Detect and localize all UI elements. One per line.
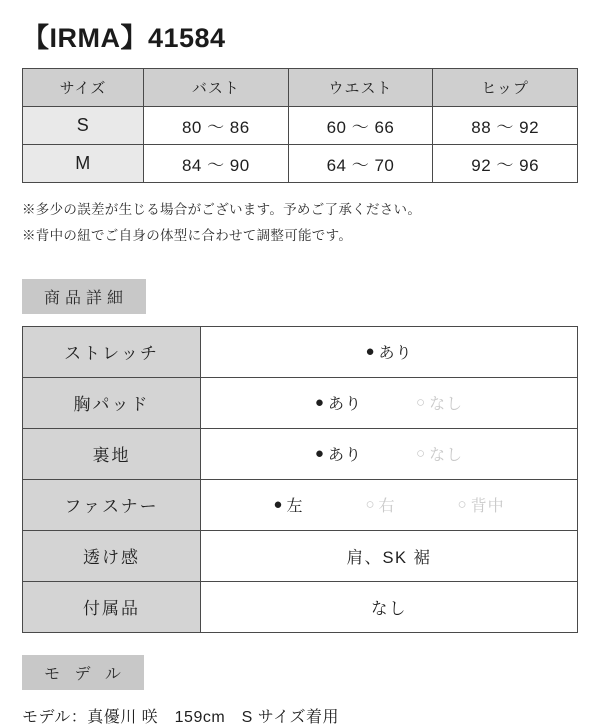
table-row — [23, 326, 578, 377]
detail-value-accessory — [201, 581, 578, 632]
detail-value-stretch — [201, 326, 578, 377]
size-cell-s: S — [23, 107, 144, 145]
option-lining-ari — [315, 442, 362, 465]
filled-circle-icon: ● — [314, 445, 325, 463]
detail-value-sheerness — [201, 530, 578, 581]
option-stretch-ari — [365, 340, 412, 363]
size-table-header-row — [23, 69, 578, 107]
note-2: ※背中の紐でご自身の体型に合わせて調整可能です。 — [22, 228, 353, 244]
detail-key-lining: 裏地 — [23, 428, 201, 479]
model-info-text: モデル：真優川 咲 159cm S サイズ着用 — [22, 708, 340, 726]
detail-value-chest-pad — [201, 377, 578, 428]
option-label: あり — [327, 396, 362, 414]
option-zipper-left — [273, 493, 303, 516]
detail-value-zipper — [201, 479, 578, 530]
option-label: なし — [429, 447, 464, 465]
table-row — [23, 107, 578, 145]
option-label: 背中 — [470, 498, 505, 516]
option-group-zipper — [207, 493, 571, 516]
detail-key-chest-pad: 胸パッド — [23, 377, 201, 428]
empty-circle-icon: ○ — [365, 496, 376, 514]
option-chest-pad-ari — [315, 391, 362, 414]
table-row — [23, 377, 578, 428]
option-lining-nashi — [416, 442, 463, 465]
detail-table-body — [23, 326, 578, 632]
accessory-text: なし — [371, 599, 407, 618]
note-1: ※多少の誤差が生じる場合がございます。予めご了承ください。 — [22, 202, 422, 218]
size-table-body — [23, 107, 578, 183]
page-title: 【IRMA】41584 — [22, 23, 226, 53]
filled-circle-icon: ● — [365, 343, 376, 361]
hip-cell-m: 92 〜 96 — [433, 145, 578, 183]
empty-circle-icon: ○ — [416, 445, 427, 463]
option-label: あり — [327, 447, 362, 465]
size-cell-m: M — [23, 145, 144, 183]
size-table-header-size: サイズ — [23, 69, 144, 107]
detail-key-zipper: ファスナー — [23, 479, 201, 530]
option-group-stretch — [207, 340, 571, 363]
table-row — [23, 581, 578, 632]
sheerness-text: 肩、SK 裾 — [346, 548, 432, 567]
table-row — [23, 530, 578, 581]
table-row — [23, 145, 578, 183]
notes-block — [22, 197, 578, 248]
filled-circle-icon: ● — [314, 394, 325, 412]
bust-cell-m: 84 〜 90 — [144, 145, 289, 183]
detail-key-accessory: 付属品 — [23, 581, 201, 632]
size-table-header-waist: ウエスト — [288, 69, 433, 107]
hip-cell-s: 88 〜 92 — [433, 107, 578, 145]
option-zipper-back — [458, 493, 505, 516]
size-table-head — [23, 69, 578, 107]
detail-value-lining — [201, 428, 578, 479]
detail-key-sheerness: 透け感 — [23, 530, 201, 581]
section-heading-model: モ デ ル — [22, 655, 144, 690]
detail-table — [22, 326, 578, 633]
option-zipper-right — [365, 493, 395, 516]
size-table — [22, 68, 578, 183]
option-group-chest-pad — [207, 391, 571, 414]
bust-cell-s: 80 〜 86 — [144, 107, 289, 145]
empty-circle-icon: ○ — [457, 496, 468, 514]
option-label: なし — [429, 396, 464, 414]
filled-circle-icon: ● — [273, 496, 284, 514]
table-row — [23, 479, 578, 530]
option-group-lining — [207, 442, 571, 465]
option-label: あり — [378, 345, 413, 363]
size-table-header-bust: バスト — [144, 69, 289, 107]
option-label: 左 — [286, 498, 304, 516]
detail-key-stretch: ストレッチ — [23, 326, 201, 377]
empty-circle-icon: ○ — [416, 394, 427, 412]
waist-cell-m: 64 〜 70 — [288, 145, 433, 183]
table-row — [23, 428, 578, 479]
section-heading-detail: 商品詳細 — [22, 279, 146, 314]
option-label: 右 — [378, 498, 396, 516]
size-table-header-hip: ヒップ — [433, 69, 578, 107]
option-chest-pad-nashi — [416, 391, 463, 414]
waist-cell-s: 60 〜 66 — [288, 107, 433, 145]
